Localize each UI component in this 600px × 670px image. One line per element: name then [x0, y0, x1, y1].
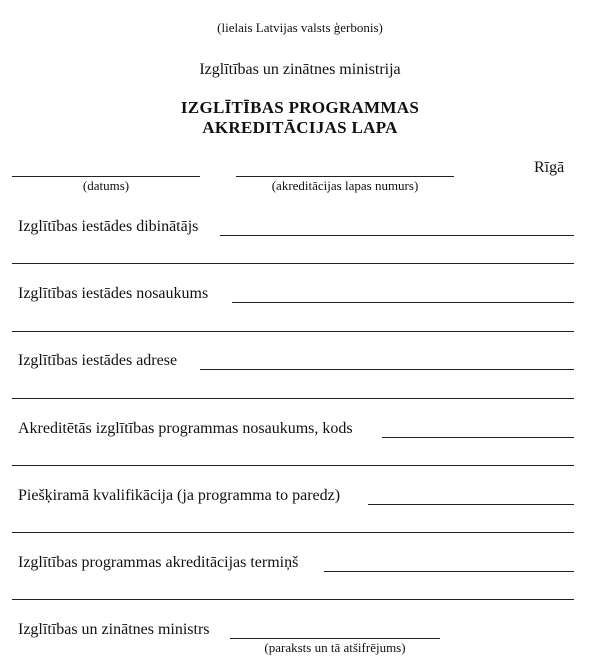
field-founder-line-2[interactable]: [12, 263, 574, 264]
ministry-name: Izglītības un zinātnes ministrija: [199, 61, 401, 78]
signature-label: Izglītības un zinātnes ministrs: [18, 621, 210, 638]
field-program-name-code-line[interactable]: [382, 437, 574, 438]
field-address-label: Izglītības iestādes adrese: [18, 352, 178, 369]
field-founder-label: Izglītības iestādes dibinātājs: [18, 218, 199, 235]
city-label: Rīgā: [534, 159, 565, 176]
form-title-line2: AKREDITĀCIJAS LAPA: [202, 118, 398, 137]
field-address-line-2[interactable]: [12, 398, 574, 399]
field-qualification-label: Piešķiramā kvalifikācija (ja programma to paredz): [18, 487, 341, 504]
coat-of-arms-note: (lielais Latvijas valsts ģerbonis): [217, 20, 383, 35]
date-caption: (datums): [82, 178, 130, 193]
form-title-line1: IZGLĪTĪBAS PROGRAMMAS: [180, 98, 420, 117]
field-accreditation-term-line[interactable]: [324, 571, 574, 572]
field-accreditation-term-line-2[interactable]: [12, 599, 574, 600]
signature-caption: (paraksts un tā atšifrējums): [264, 640, 406, 655]
field-program-name-code-line-2[interactable]: [12, 465, 574, 466]
field-qualification-line-2[interactable]: [12, 532, 574, 533]
field-address-line[interactable]: [200, 369, 574, 370]
signature-line[interactable]: [230, 638, 440, 639]
field-founder-line[interactable]: [220, 235, 574, 236]
number-line[interactable]: [236, 176, 454, 177]
field-institution-name-line[interactable]: [232, 302, 574, 303]
field-qualification-line[interactable]: [368, 504, 574, 505]
field-accreditation-term-label: Izglītības programmas akreditācijas termiņš: [18, 554, 299, 571]
field-institution-name-line-2[interactable]: [12, 331, 574, 332]
date-line[interactable]: [12, 176, 200, 177]
field-program-name-code-label: Akreditētās izglītības programmas nosaukums, kods: [18, 420, 353, 437]
number-caption: (akreditācijas lapas numurs): [271, 178, 419, 193]
field-institution-name-label: Izglītības iestādes nosaukums: [18, 285, 209, 302]
